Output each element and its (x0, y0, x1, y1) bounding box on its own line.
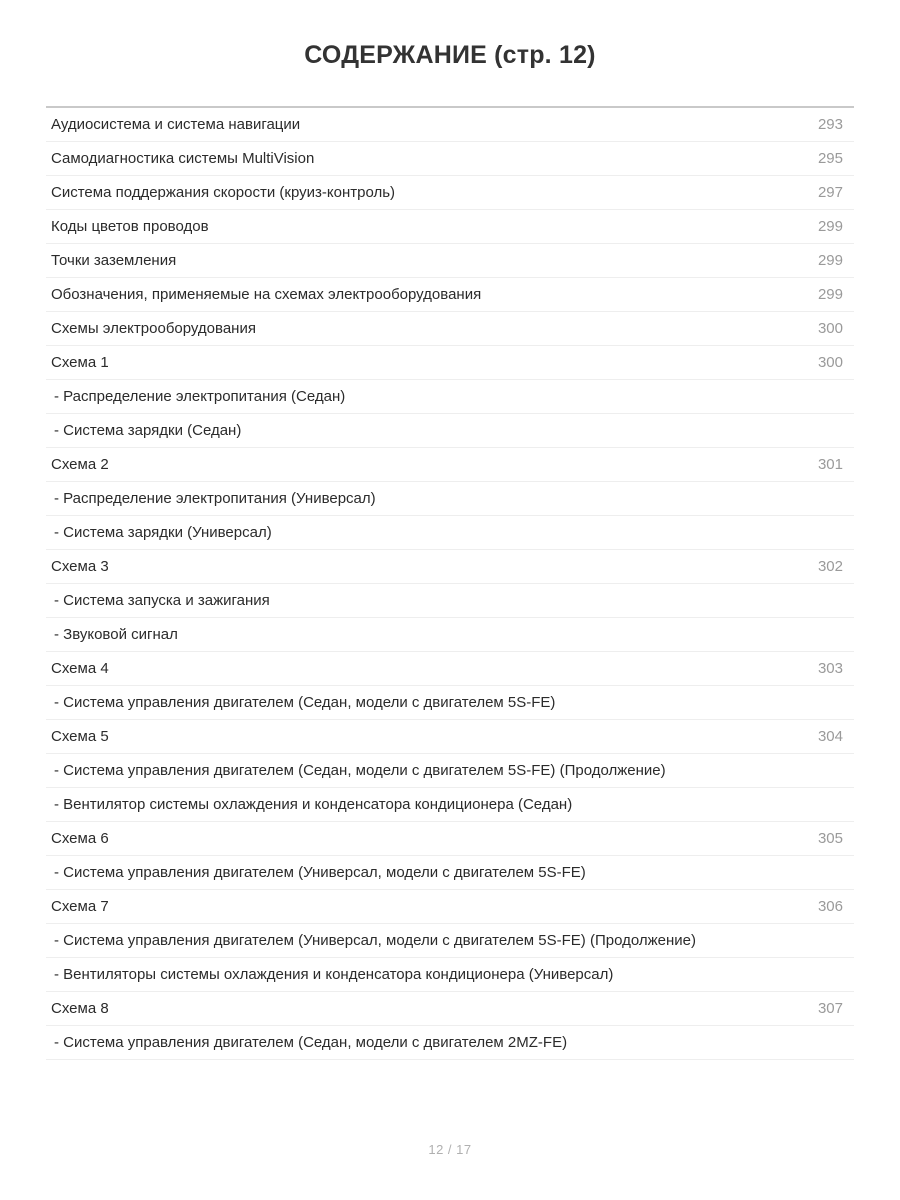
toc-entry-page-number: 300 (817, 353, 843, 371)
toc-subentry-row[interactable] (46, 618, 854, 652)
toc-entry-page-number: 304 (817, 727, 843, 745)
toc-entry-label: - Распределение электропитания (Универсал) (54, 489, 376, 507)
toc-entry-label: - Система запуска и зажигания (54, 591, 270, 609)
toc-entry-label: - Система зарядки (Универсал) (54, 523, 272, 541)
toc-entry-label: Схема 5 (51, 727, 109, 745)
toc-entry-page-number: 299 (817, 285, 843, 303)
toc-entry-label: - Система управления двигателем (Универсал, модели с двигателем 5S-FE) (54, 863, 586, 881)
toc-entry-label: Аудиосистема и система навигации (51, 115, 301, 133)
toc-entry-row[interactable] (46, 176, 854, 210)
toc-subentry-row[interactable] (46, 754, 854, 788)
toc-entry-row[interactable] (46, 108, 854, 142)
toc-entry-page-number: 299 (817, 251, 843, 269)
toc-entry-label: Схема 8 (51, 999, 109, 1017)
toc-entry-label: Система поддержания скорости (круиз-контроль) (51, 183, 396, 201)
page-footer: 12 / 17 (428, 1142, 472, 1157)
toc-subentry-row[interactable] (46, 686, 854, 720)
toc-entry-label: - Система управления двигателем (Универсал, модели с двигателем 5S-FE) (Продолжение) (54, 931, 696, 949)
toc-subentry-row[interactable] (46, 788, 854, 822)
toc-subentry-row[interactable] (46, 482, 854, 516)
toc-entry-label: Схема 4 (51, 659, 109, 677)
toc-entry-row[interactable] (46, 346, 854, 380)
toc-entry-row[interactable] (46, 890, 854, 924)
page-title: СОДЕРЖАНИЕ (стр. 12) (304, 41, 596, 69)
toc-entry-label: - Система управления двигателем (Седан, модели с двигателем 5S-FE) (Продолжение) (54, 761, 666, 779)
toc-subentry-row[interactable] (46, 924, 854, 958)
toc-entry-label: - Система управления двигателем (Седан, модели с двигателем 5S-FE) (54, 693, 556, 711)
toc-entry-label: Точки заземления (51, 251, 177, 269)
toc-entry-page-number: 302 (817, 557, 843, 575)
toc-subentry-row[interactable] (46, 380, 854, 414)
toc-entry-label: Схема 1 (51, 353, 109, 371)
toc-entry-row[interactable] (46, 448, 854, 482)
toc-subentry-row[interactable] (46, 516, 854, 550)
toc-entry-row[interactable] (46, 142, 854, 176)
toc-subentry-row[interactable] (46, 1026, 854, 1060)
toc-entry-page-number: 303 (817, 659, 843, 677)
toc-entry-label: - Вентилятор системы охлаждения и конденсатора кондиционера (Седан) (54, 795, 573, 813)
table-of-contents (46, 108, 854, 1060)
toc-entry-page-number: 299 (817, 217, 843, 235)
toc-entry-row[interactable] (46, 278, 854, 312)
toc-entry-page-number: 297 (817, 183, 843, 201)
toc-entry-label: Схемы электрооборудования (51, 319, 256, 337)
toc-entry-label: Схема 7 (51, 897, 109, 915)
toc-entry-label: Схема 6 (51, 829, 109, 847)
toc-entry-row[interactable] (46, 210, 854, 244)
toc-entry-label: Обозначения, применяемые на схемах электрооборудования (51, 285, 482, 303)
toc-entry-label: Схема 2 (51, 455, 109, 473)
toc-subentry-row[interactable] (46, 856, 854, 890)
toc-subentry-row[interactable] (46, 958, 854, 992)
toc-entry-label: - Вентиляторы системы охлаждения и конденсатора кондиционера (Универсал) (54, 965, 614, 983)
toc-entry-row[interactable] (46, 550, 854, 584)
toc-entry-row[interactable] (46, 992, 854, 1026)
toc-subentry-row[interactable] (46, 414, 854, 448)
toc-entry-page-number: 307 (817, 999, 843, 1017)
toc-entry-label: - Распределение электропитания (Седан) (54, 387, 346, 405)
toc-entry-page-number: 295 (817, 149, 843, 167)
toc-entry-page-number: 300 (817, 319, 843, 337)
toc-entry-label: Коды цветов проводов (51, 217, 209, 235)
toc-entry-row[interactable] (46, 312, 854, 346)
toc-entry-row[interactable] (46, 652, 854, 686)
toc-entry-page-number: 306 (817, 897, 843, 915)
toc-entry-label: - Звуковой сигнал (54, 625, 178, 643)
toc-subentry-row[interactable] (46, 584, 854, 618)
toc-entry-page-number: 293 (817, 115, 843, 133)
toc-entry-page-number: 305 (817, 829, 843, 847)
toc-entry-page-number: 301 (817, 455, 843, 473)
toc-entry-label: Самодиагностика системы MultiVision (51, 149, 315, 167)
toc-entry-row[interactable] (46, 244, 854, 278)
toc-entry-row[interactable] (46, 822, 854, 856)
toc-entry-label: Схема 3 (51, 557, 109, 575)
toc-entry-row[interactable] (46, 720, 854, 754)
toc-entry-label: - Система управления двигателем (Седан, модели с двигателем 2MZ-FE) (54, 1033, 568, 1051)
toc-entry-label: - Система зарядки (Седан) (54, 421, 242, 439)
